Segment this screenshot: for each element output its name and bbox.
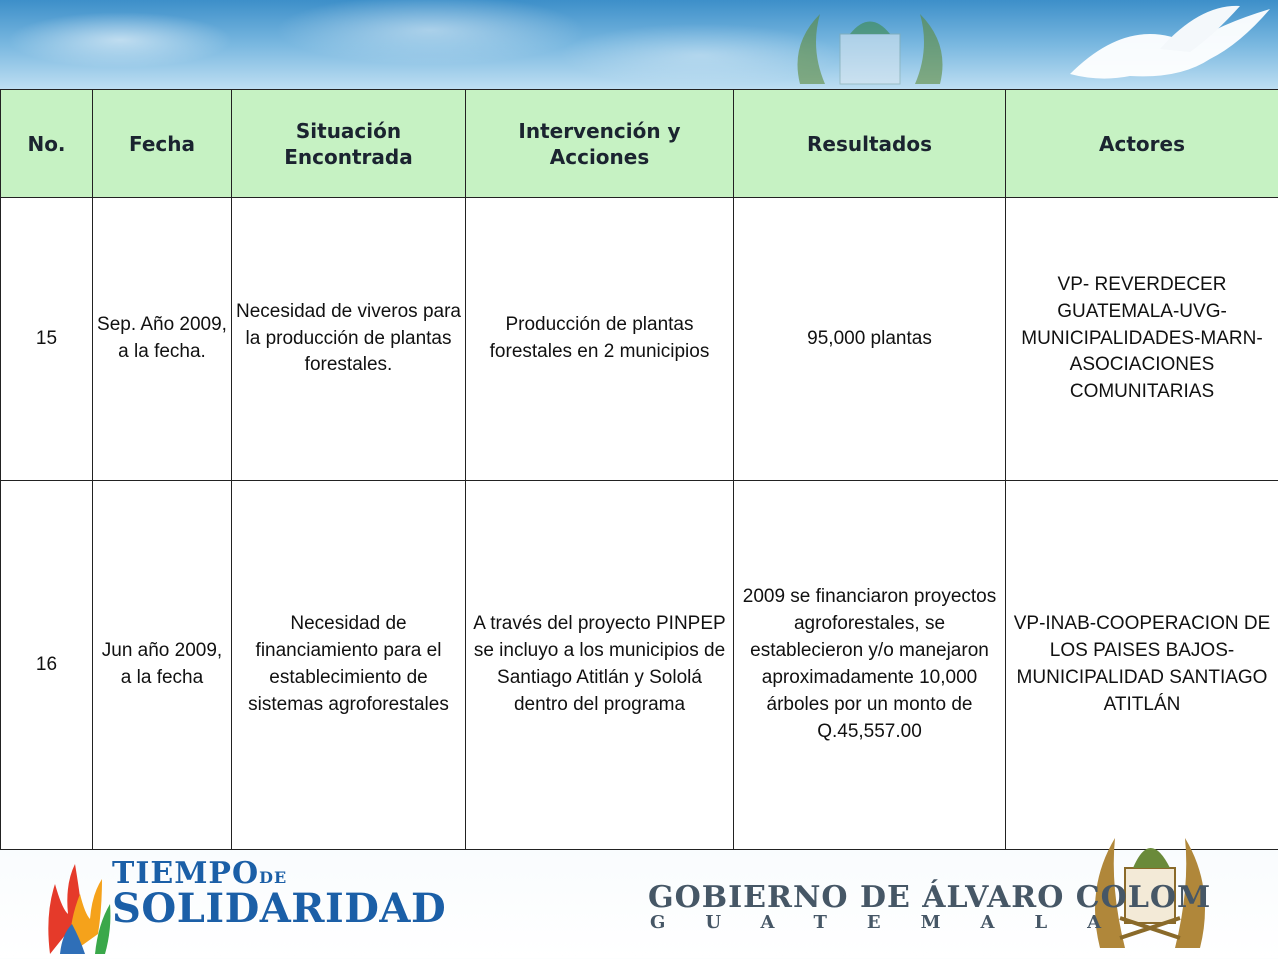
header-intervencion: Intervención y Acciones: [466, 90, 734, 198]
table-row: [1, 198, 1278, 481]
dove-icon: [1040, 4, 1278, 90]
logo-line1-small: DE: [259, 868, 288, 887]
cell-actores: VP- REVERDECER GUATEMALA-UVG-MUNICIPALIDADES-MARN-ASOCIACIONES COMUNITARIAS: [1006, 198, 1278, 481]
table-row: [1, 481, 1278, 850]
cell-no: 16: [1, 481, 93, 850]
header-actores: Actores: [1006, 90, 1278, 198]
header-resultados: Resultados: [734, 90, 1006, 198]
header-situacion: Situación Encontrada: [232, 90, 466, 198]
hands-logo-icon: [40, 854, 120, 958]
cell-resultados: 2009 se financiaron proyectos agroforestales, se establecieron y/o manejaron aproximadamente 10,000 árboles por un monto de Q.45,557.00: [734, 481, 1006, 850]
cell-situacion: Necesidad de financiamiento para el establecimiento de sistemas agroforestales: [232, 481, 466, 850]
cell-intervencion: Producción de plantas forestales en 2 municipios: [466, 198, 734, 481]
data-table: [0, 89, 1278, 850]
crest-watermark-icon: [780, 4, 960, 90]
header-fecha: Fecha: [93, 90, 232, 198]
gov-line2: GUATEMALA: [650, 912, 1142, 933]
cell-situacion: Necesidad de viveros para la producción de plantas forestales.: [232, 198, 466, 481]
cell-intervencion: A través del proyecto PINPEP se incluyo a los municipios de Santiago Atitlán y Sololá dentro del programa: [466, 481, 734, 850]
tiempo-de-solidaridad-logo: [112, 856, 446, 932]
gov-line1: GOBIERNO DE ÁLVARO COLOM: [648, 880, 1212, 915]
cell-fecha: Sep. Año 2009, a la fecha.: [93, 198, 232, 481]
cell-fecha: Jun año 2009, a la fecha: [93, 481, 232, 850]
table-header-row: [1, 90, 1278, 198]
logo-line2: SOLIDARIDAD: [112, 885, 447, 932]
cell-resultados: 95,000 plantas: [734, 198, 1006, 481]
header-no: No.: [1, 90, 93, 198]
cell-no: 15: [1, 198, 93, 481]
logo-line1: TIEMPO: [112, 856, 260, 891]
cell-actores: VP-INAB-COOPERACION DE LOS PAISES BAJOS-MUNICIPALIDAD SANTIAGO ATITLÁN: [1006, 481, 1278, 850]
